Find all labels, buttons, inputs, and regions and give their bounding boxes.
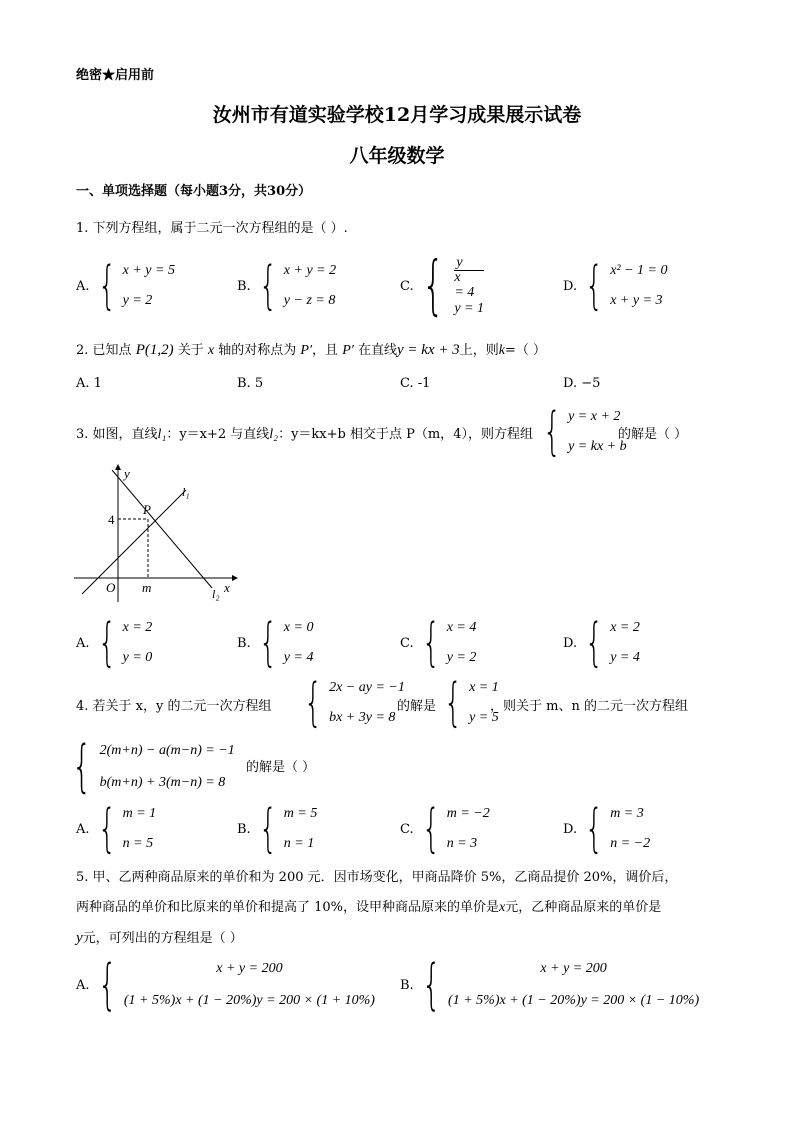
equation: y = 4 [610,650,640,665]
q2-option-c[interactable]: C. -1 [400,376,431,391]
q1-option-b[interactable] [237,256,337,316]
q4-stem-b: 的解是 [397,699,437,714]
option-label: B. [237,278,251,294]
q3-stem [76,423,533,443]
q3-system [543,402,627,462]
equation: y = 4 [283,650,314,665]
brace-icon: { [97,953,117,1016]
option-label: A. [76,635,90,651]
text: 3. 如图，直线 [76,427,158,442]
brace-icon: { [258,799,277,859]
fraction-numerator: y [454,256,484,271]
equation: n = −2 [610,836,651,851]
option-label: A. [76,821,90,837]
equation: m = 3 [610,806,644,821]
q4-stem-c: ，则关于 m、n 的二元一次方程组 [490,699,688,714]
math: y [76,930,83,946]
equation: y = x + 2 [568,409,621,424]
option-label: C. [400,821,414,837]
equation: x = 2 [610,620,640,635]
q4-option-a[interactable] [76,799,157,859]
q2-option-d[interactable]: D. −5 [563,376,601,391]
equation: n = 1 [283,836,315,851]
q4-option-b[interactable] [237,799,318,859]
brace-icon: { [543,402,562,462]
equation-rest: = 4 [454,285,475,300]
equation: x = 2 [122,620,153,635]
l1-label: l₁ [182,485,190,499]
q1-option-a[interactable] [76,256,175,316]
option-label: C. [400,278,414,294]
y-axis-arrow-icon [115,464,121,470]
equation: bx + 3y = 8 [329,710,396,725]
q1-stem: 1. 下列方程组，属于二元一次方程组的是（ ）. [76,221,348,236]
equation: 2x − ay = −1 [329,680,405,695]
q5-line-1: 5. 甲、乙两种商品原来的单价和为 200 元．因市场变化，甲商品降价 5%，乙商品提价 20%，调价后， [76,870,678,885]
text: 在直线 [357,343,397,358]
equation: b(m+n) + 3(m−n) = 8 [99,775,226,790]
x-axis-arrow-icon [232,575,238,581]
equation [454,256,484,301]
brace-icon: { [304,673,323,733]
point-p-label: P [143,502,151,517]
section-heading: 一、单项选择题（每小题3分，共30分） [76,184,312,199]
equation: x + y = 5 [122,263,175,278]
math: P(1,2) [135,342,174,358]
line-l2 [112,470,212,588]
equation: x + y = 200 [216,961,283,976]
equation: m = 5 [283,806,318,821]
text: ：y＝kx+b 相交于点 P（m，4），则方程组 [278,427,533,442]
option-label: A. [76,977,90,993]
q3-option-b[interactable] [237,613,314,673]
text: 元，可列出的方程组是（ ） [82,931,243,946]
q3-stem-end: 的解是（ ） [618,427,688,442]
equation: x + y = 3 [610,293,663,308]
q2-stem [76,339,546,359]
q2-option-b[interactable]: B. 5 [237,376,264,391]
brace-icon: { [421,249,445,323]
q5-line-3 [76,927,243,947]
text: 关于 [177,343,204,358]
q3-option-c[interactable] [400,613,477,673]
text: ：y＝x+2 与直线 [166,427,270,442]
text: 轴的对称点为 [218,343,297,358]
q4-system-2 [72,734,235,799]
equation: x = 4 [446,620,477,635]
fraction-denominator: x [454,270,461,285]
equation: y = 5 [469,710,499,725]
option-label: D. [563,821,578,837]
q4-stem-d: 的解是（ ） [246,760,316,775]
equation: (1 + 5%)x + (1 − 20%)y = 200 × (1 + 10%) [123,993,375,1008]
q4-system [304,673,405,733]
equation: 2(m+n) − a(m−n) = −1 [99,743,235,758]
math: y = kx + 3 [396,342,460,358]
brace-icon: { [72,734,92,799]
equation: x + y = 2 [283,263,337,278]
equation: y = 0 [122,650,153,665]
q3-option-d[interactable] [563,613,640,673]
equation: n = 3 [446,836,478,851]
q1-option-d[interactable] [563,256,668,316]
math: k [498,343,505,358]
math: x [207,343,215,358]
equation: y = 1 [454,301,485,316]
brace-icon: { [97,613,116,673]
confidential-label: 绝密★启用前 [76,68,155,83]
brace-icon: { [421,799,440,859]
equation: x = 0 [283,620,314,635]
equation: y = 2 [446,650,477,665]
option-label: D. [563,635,578,651]
q1-option-c[interactable] [400,249,485,323]
m-label: m [142,580,152,595]
math: x [499,900,506,915]
brace-icon: { [97,256,116,316]
l2-label: l₂ [212,587,220,601]
q4-option-c[interactable] [400,799,490,859]
equation: m = 1 [122,806,157,821]
text: 两种商品的单价和比原来的单价和提高了 10%，设甲种商品原来的单价是 [76,900,500,915]
text: 2. 已知点 [76,343,132,358]
math: l₂ [269,427,279,442]
equation: x = 1 [469,680,499,695]
origin-label: O [106,580,116,595]
q2-option-a[interactable]: A. 1 [76,376,102,391]
y-axis-label: y [124,466,130,481]
equation: y − z = 8 [283,293,336,308]
q5-option-b[interactable] [400,953,700,1016]
text: =（ ） [504,343,546,358]
text: 上，则 [459,343,499,358]
brace-icon: { [585,256,604,316]
math: P′ [300,343,313,358]
brace-icon: { [421,613,440,673]
text: ，且 [312,343,339,358]
equation: (1 + 5%)x + (1 − 20%)y = 200 × (1 − 10%) [448,993,700,1008]
brace-icon: { [585,613,604,673]
brace-icon: { [258,256,277,316]
text: 元，乙种商品原来的单价是 [505,900,662,915]
brace-icon: { [585,799,604,859]
q5-option-a[interactable] [76,953,375,1016]
page-title: 汝州市有道实验学校12月学习成果展示试卷 [212,104,582,126]
math: P′ [342,343,354,358]
option-label: B. [237,821,251,837]
option-label: B. [237,635,251,651]
q3-graph [70,462,240,604]
equation: y = kx + b [568,439,627,454]
option-label: C. [400,635,414,651]
brace-icon: { [97,799,116,859]
four-label: 4 [108,512,115,527]
equation: x² − 1 = 0 [610,263,668,278]
brace-icon: { [258,613,277,673]
equation: y = 2 [122,293,153,308]
equation: n = 5 [122,836,154,851]
q4-stem-a: 4. 若关于 x，y 的二元一次方程组 [76,699,272,714]
x-axis-label: x [224,580,230,595]
equation: m = −2 [446,806,490,821]
brace-icon: { [421,953,441,1016]
math: l₁ [157,427,167,442]
page-subtitle: 八年级数学 [349,145,445,167]
q3-option-a[interactable] [76,613,153,673]
brace-icon: { [444,673,463,733]
q5-line-2 [76,896,661,916]
q4-option-d[interactable] [563,799,651,859]
option-label: A. [76,278,90,294]
option-label: D. [563,278,578,294]
equation: x + y = 200 [540,961,607,976]
option-label: B. [400,977,414,993]
